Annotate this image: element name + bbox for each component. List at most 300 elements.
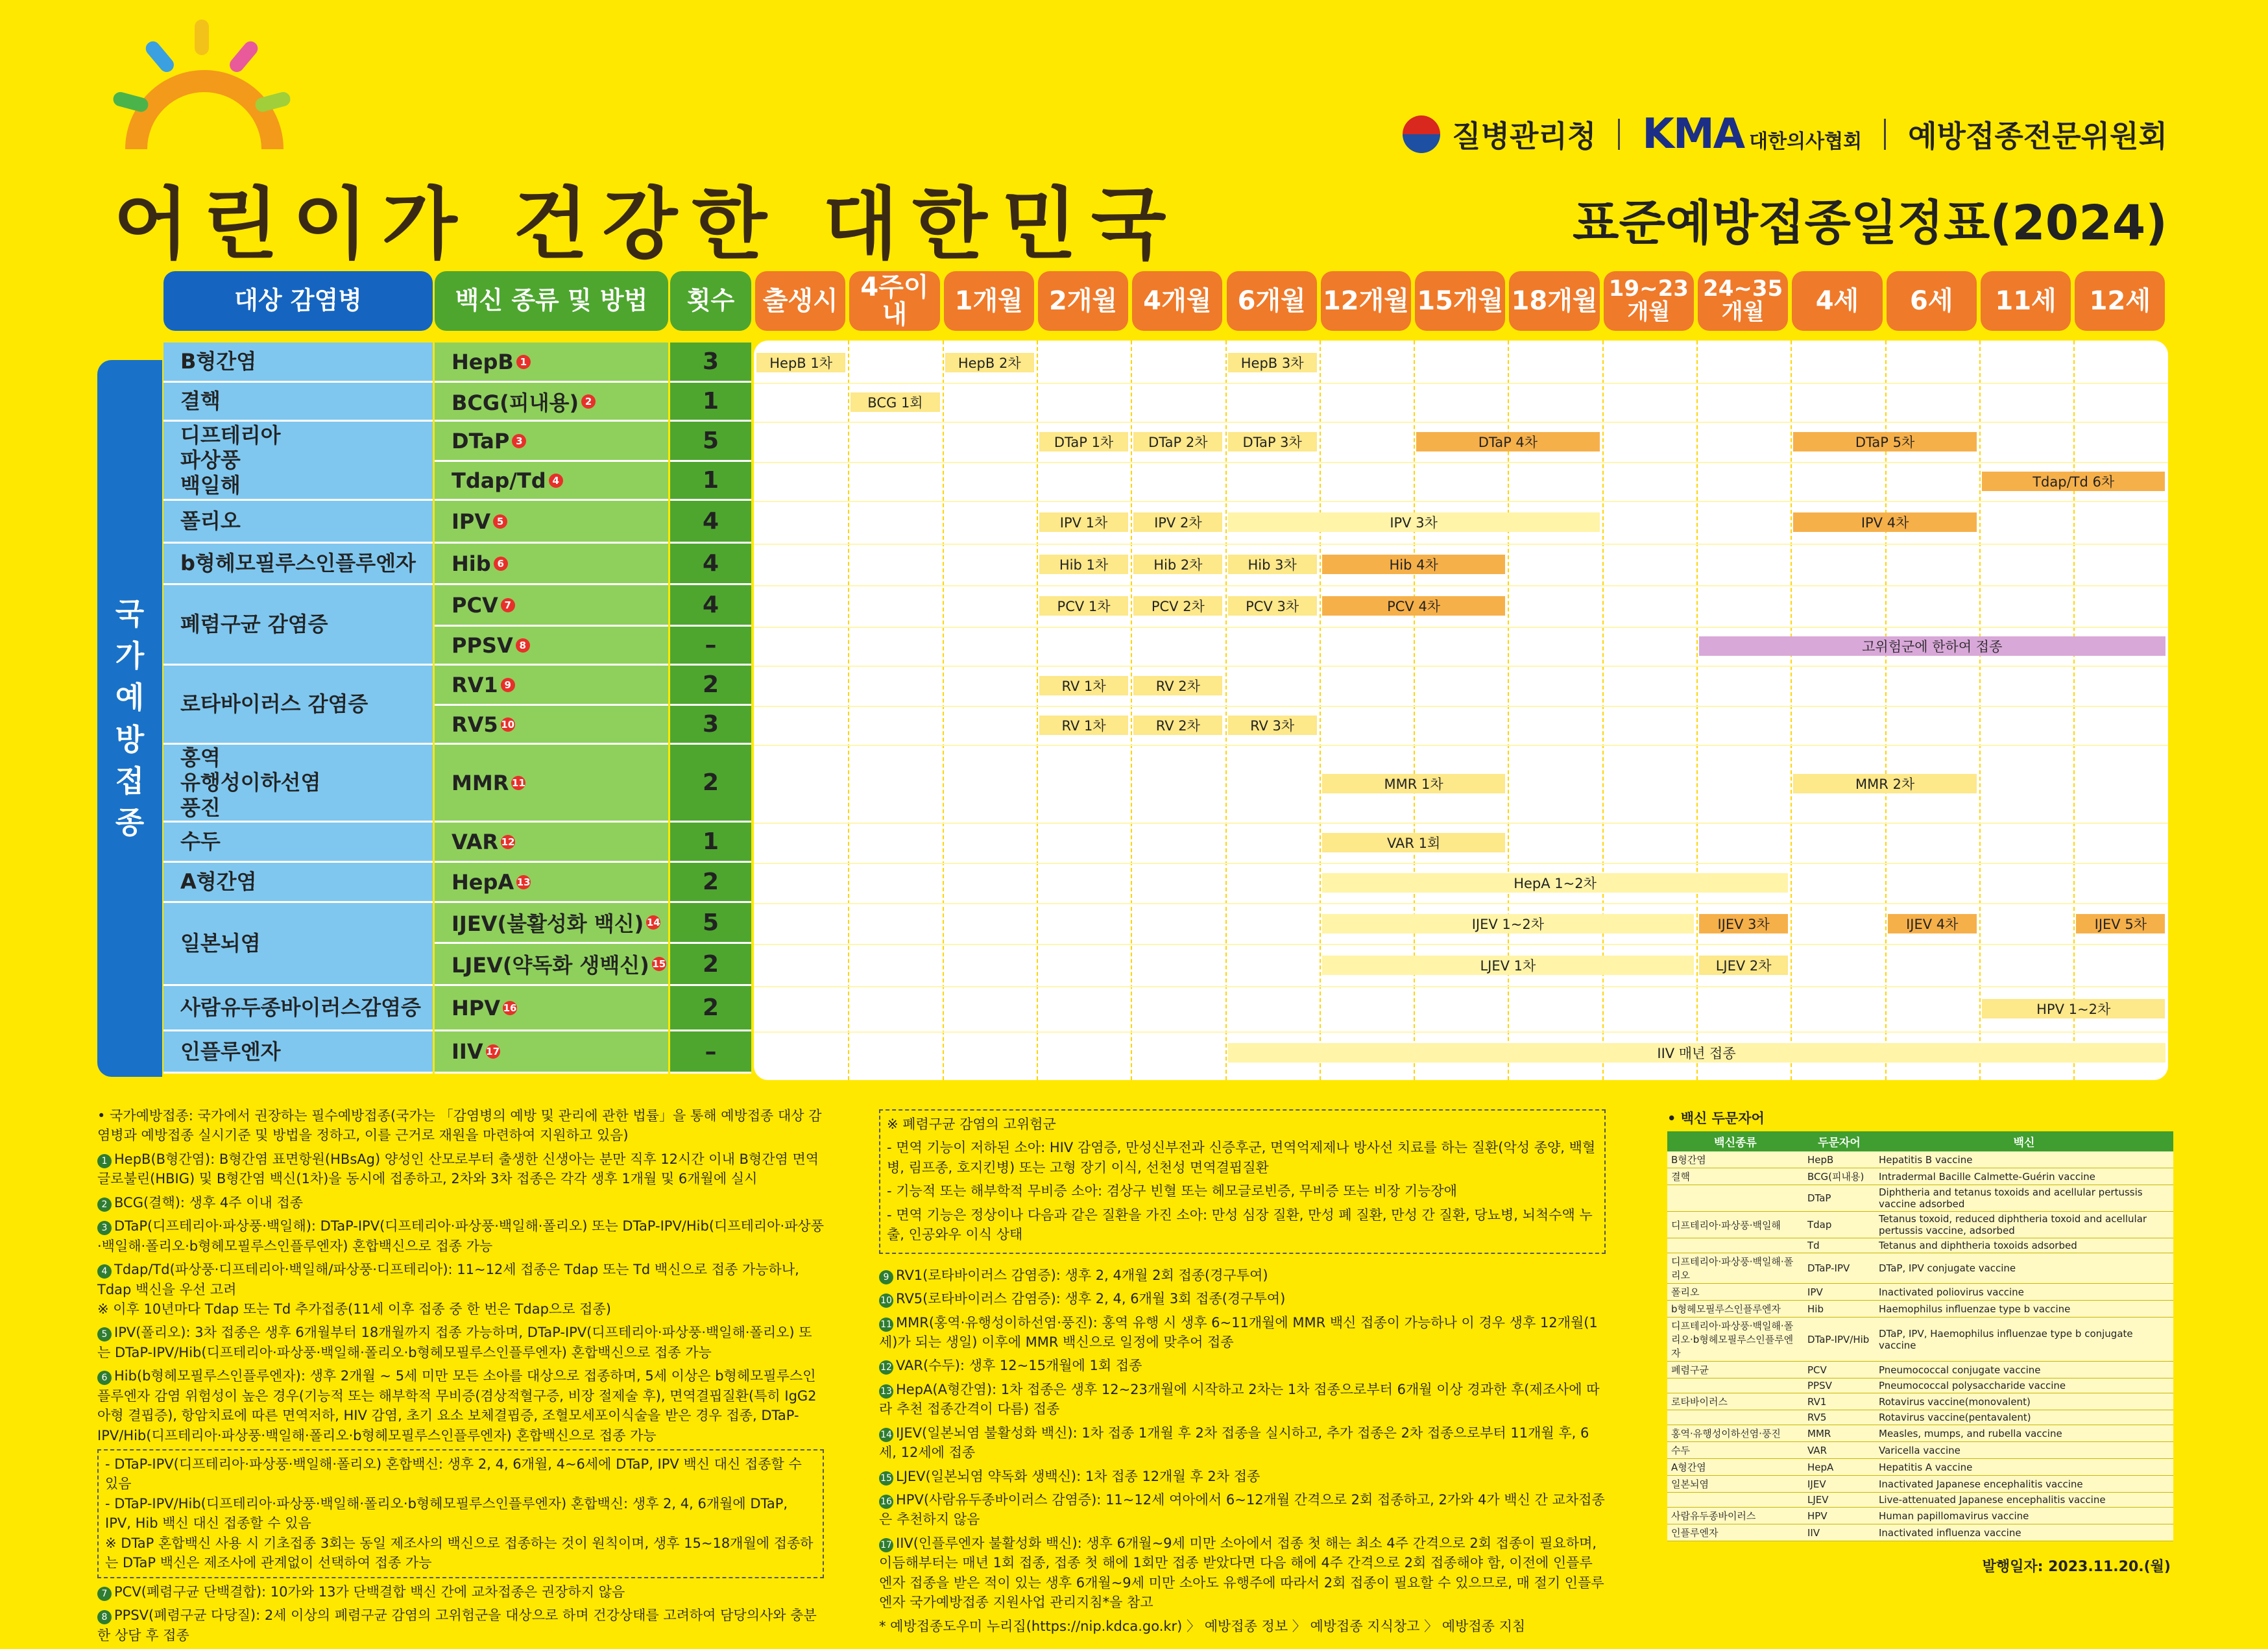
vaccine-name: Tdap/Td — [452, 468, 546, 493]
notes-middle — [879, 1109, 1606, 1640]
schedule-bar: BCG 1회 — [850, 392, 939, 412]
abbr-cell: Human papillomavirus vaccine — [1875, 1508, 2173, 1524]
schedule-bar: PCV 2차 — [1133, 596, 1222, 616]
abbr-row — [1667, 1238, 2173, 1253]
national-label-char: 가 — [115, 638, 145, 673]
issue-date: 발행일자: 2023.11.20.(월) — [1982, 1559, 2171, 1575]
abbr-row — [1667, 1168, 2173, 1185]
grid-column-line — [1131, 341, 1132, 1080]
disease-name: B형간염 — [180, 349, 257, 374]
grid-row-line — [754, 627, 2168, 628]
abbr-header: 두문자어 — [1804, 1131, 1875, 1151]
abbr-cell: LJEV — [1804, 1493, 1875, 1508]
abbr-row — [1667, 1151, 2173, 1168]
notes-middle-list — [879, 1266, 1606, 1636]
footnote-marker: 16 — [503, 1002, 517, 1014]
vaccine-name: RV1 — [452, 672, 498, 697]
note-item — [879, 1380, 1606, 1419]
note-number: 14 — [879, 1428, 893, 1442]
dose-count: 5 — [670, 422, 751, 462]
age-header: 1개월 — [944, 271, 1034, 331]
note-text: - 면역 기능은 정상이나 다음과 같은 질환을 가진 소아: 만성 심장 질환, 만성 폐 질환, 만성 간 질환, 당뇨병, 뇌척수액 누출, 인공와우 이식 상태 — [887, 1207, 1593, 1243]
age-header: 19~23 개월 — [1604, 271, 1694, 331]
footnote-marker: 15 — [652, 958, 666, 970]
vaccine-cell — [435, 1031, 668, 1074]
notes-left — [97, 1106, 824, 1649]
schedule-bar: PCV 3차 — [1228, 596, 1317, 616]
age-header: 12개월 — [1321, 271, 1411, 331]
abbr-cell: B형간염 — [1667, 1151, 1804, 1168]
note-text: PPSV(폐렴구균 다당질): 2세 이상의 폐렴구균 감염의 고위험군을 대상으로 하며 건강상태를 고려하여 담당의사와 충분한 상담 후 접종 — [97, 1607, 817, 1643]
schedule-bar: RV 1차 — [1039, 676, 1128, 695]
abbr-cell: 디프테리아·파상풍·백일해 — [1667, 1212, 1804, 1238]
note-text: DTaP(디프테리아·파상풍·백일해): DTaP-IPV(디프테리아·파상풍·백일해·폴리오) 또는 DTaP-IPV/Hib(디프테리아·파상풍·백일해·폴리오·b형헤모필루스인플루엔자) 혼합백신으로 접종 가능 — [97, 1218, 824, 1254]
age-header: 4세 — [1792, 271, 1882, 331]
note-item — [97, 1216, 824, 1256]
footnote-marker: 8 — [516, 638, 530, 653]
org-logos — [1403, 110, 2167, 158]
abbr-row — [1667, 1410, 2173, 1425]
schedule-bar: HepA 1~2차 — [1322, 873, 1789, 893]
vaccine-abbreviation-table — [1667, 1108, 2173, 1541]
schedule-bar: PCV 4차 — [1322, 596, 1506, 616]
abbr-cell: 홍역·유행성이하선염·풍진 — [1667, 1425, 1804, 1442]
note-item — [97, 1449, 824, 1578]
dose-count: 4 — [670, 501, 751, 544]
disease-name: A형간염 — [180, 869, 257, 895]
note-text: * 예방접종도우미 누리집(https://nip.kdca.go.kr) 〉 예방접종 정보 〉 예방접종 지식창고 〉 예방접종 지침 — [879, 1618, 1526, 1634]
schedule-bar: RV 3차 — [1228, 716, 1317, 735]
disease-cell — [163, 343, 433, 383]
schedule-bar: RV 2차 — [1133, 676, 1222, 695]
schedule-grid — [754, 341, 2168, 1080]
schedule-bar: RV 2차 — [1133, 716, 1222, 735]
national-label-char: 예 — [115, 680, 145, 716]
note-item — [887, 1181, 1598, 1201]
dose-count: 2 — [670, 986, 751, 1031]
note-item — [97, 1106, 824, 1146]
vaccine-name: IPV — [452, 509, 491, 534]
vaccine-cell — [435, 903, 668, 944]
abbr-cell: Varicella vaccine — [1875, 1442, 2173, 1459]
schedule-bar: HepB 1차 — [756, 353, 845, 372]
abbr-row — [1667, 1508, 2173, 1524]
footnote-marker: 5 — [493, 514, 507, 529]
schedule-bar: Hib 3차 — [1228, 555, 1317, 574]
grid-row-line — [754, 823, 2168, 824]
grid-row-line — [754, 544, 2168, 545]
schedule-bar: HPV 1~2차 — [1982, 999, 2165, 1018]
note-item — [97, 1193, 824, 1212]
note-number: 15 — [879, 1471, 893, 1486]
age-header: 출생시 — [755, 271, 845, 331]
abbr-row — [1667, 1378, 2173, 1393]
grid-row-line — [754, 863, 2168, 864]
note-item — [97, 1582, 824, 1602]
note-number: 1 — [97, 1154, 112, 1168]
note-text: IPV(폴리오): 3차 접종은 생후 6개월부터 18개월까지 접종 가능하며, DTaP-IPV(디프테리아·파상풍·백일해·폴리오) 또는 DTaP-IPV/Hib(디프테리아·파상풍·백일해·폴리오·b형헤모필루스인플루엔자) 혼합백신으로 접종 가능 — [97, 1325, 812, 1360]
age-header: 4주이내 — [849, 271, 939, 331]
note-item — [879, 1313, 1606, 1353]
header-vaccine: 백신 종류 및 방법 — [435, 271, 668, 331]
national-label-char: 접 — [115, 763, 145, 799]
vaccine-cell — [435, 745, 668, 823]
dose-count: 1 — [670, 383, 751, 422]
abbr-cell: Rotavirus vaccine(monovalent) — [1875, 1393, 2173, 1410]
schedule-bar: VAR 1회 — [1322, 833, 1506, 852]
abbr-cell: HepA — [1804, 1459, 1875, 1476]
disease-cell — [163, 383, 433, 422]
kma-logo — [1642, 110, 1862, 158]
abbr-cell: PPSV — [1804, 1378, 1875, 1393]
grid-column-line — [1225, 341, 1227, 1080]
grid-column-line — [2073, 341, 2075, 1080]
kma-name: 대한의사협회 — [1749, 130, 1863, 153]
note-text: Tdap/Td(파상풍·디프테리아·백일해/파상풍·디프테리아): 11~12세 접종은 Tdap 또는 Td 백신으로 접종 가능하나, Tdap 백신을 우선 고려 ※ 이후 10년마다 Tdap 또는 Td 추가접종(11세 이후 접종 중 한 번은 Tdap으로 접종) — [97, 1262, 799, 1317]
dose-count: – — [670, 1031, 751, 1074]
schedule-bar: DTaP 1차 — [1039, 432, 1128, 451]
vaccine-cell — [435, 986, 668, 1031]
abbr-cell: Measles, mumps, and rubella vaccine — [1875, 1425, 2173, 1442]
schedule-bar: HepB 3차 — [1228, 353, 1317, 372]
abbr-row — [1667, 1284, 2173, 1301]
abbr-cell: IJEV — [1804, 1476, 1875, 1493]
note-text: - 면역 기능이 저하된 소아: HIV 감염증, 만성신부전과 신증후군, 면역억제제나 방사선 치료를 하는 질환(악성 종양, 백혈병, 림프종, 호지킨병) 또는 고형 장기 이식, 선천성 면역결핍질환 — [887, 1140, 1596, 1175]
abbr-cell: Tetanus toxoid, reduced diphtheria toxoid and acellular pertussis vaccine, adsorbed — [1875, 1212, 2173, 1238]
kdca-name: 질병관리청 — [1452, 119, 1597, 154]
footnote-marker: 2 — [581, 394, 596, 409]
abbr-row — [1667, 1442, 2173, 1459]
disease-cell — [163, 863, 433, 903]
sun-logo-icon — [117, 19, 292, 149]
schedule-bar: RV 1차 — [1039, 716, 1128, 735]
schedule-bar: IJEV 1~2차 — [1322, 914, 1694, 933]
note-text: LJEV(일본뇌염 약독화 생백신): 1차 접종 12개월 후 2차 접종 — [896, 1468, 1261, 1484]
disease-cell — [163, 1031, 433, 1074]
abbr-cell: HPV — [1804, 1508, 1875, 1524]
abbr-cell: DTaP-IPV/Hib — [1804, 1318, 1875, 1362]
vaccine-cell — [435, 585, 668, 627]
dose-count: 2 — [670, 666, 751, 706]
note-text: RV1(로타바이러스 감염증): 생후 2, 4개월 2회 접종(경구투여) — [896, 1267, 1268, 1283]
divider — [1618, 119, 1620, 150]
dose-count: 4 — [670, 585, 751, 627]
disease-name: b형헤모필루스인플루엔자 — [180, 551, 416, 576]
schedule-bar: Hib 1차 — [1039, 555, 1128, 574]
disease-name: 일본뇌염 — [180, 931, 261, 956]
abbr-cell: 일본뇌염 — [1667, 1476, 1804, 1493]
disease-cell — [163, 544, 433, 585]
footnote-marker: 13 — [516, 876, 531, 888]
age-header: 11세 — [1981, 271, 2071, 331]
note-text: HepA(A형간염): 1차 접종은 생후 12~23개월에 시작하고 2차는 1차 접종으로부터 6개월 이상 경과한 후(제조사에 따라 추천 접종간격이 다름) 접종 — [879, 1381, 1600, 1417]
note-item — [879, 1534, 1606, 1613]
schedule-bar: DTaP 3차 — [1228, 432, 1317, 451]
age-header: 4개월 — [1132, 271, 1222, 331]
vaccine-cell — [435, 462, 668, 501]
abbr-cell: b형헤모필루스인플루엔자 — [1667, 1301, 1804, 1318]
note-number: 6 — [97, 1371, 112, 1385]
note-number: 17 — [879, 1538, 893, 1552]
disease-name: 폐렴구균 감염증 — [180, 612, 328, 637]
abbr-row — [1667, 1185, 2173, 1212]
abbr-row — [1667, 1393, 2173, 1410]
note-text: HPV(사람유두종바이러스 감염증): 11~12세 여아에서 6~12개월 간격으로 2회 접종하고, 2가와 4가 백신 간 교차접종은 추천하지 않음 — [879, 1492, 1605, 1528]
schedule-bar: IJEV 4차 — [1888, 914, 1977, 933]
schedule-bar: IJEV 3차 — [1699, 914, 1788, 933]
schedule-bar: DTaP 5차 — [1793, 432, 1977, 451]
note-item — [887, 1205, 1598, 1245]
abbr-cell: Hepatitis B vaccine — [1875, 1151, 2173, 1168]
note-item — [97, 1260, 824, 1319]
footnote-marker: 10 — [501, 718, 515, 730]
footnote-marker: 7 — [501, 598, 515, 612]
dose-count: – — [670, 627, 751, 666]
note-number: 10 — [879, 1294, 893, 1308]
abbr-cell — [1667, 1185, 1804, 1212]
schedule-bar: LJEV 1차 — [1322, 956, 1694, 975]
abbr-row — [1667, 1476, 2173, 1493]
abbr-cell: 인플루엔자 — [1667, 1524, 1804, 1541]
schedule-bar: MMR 1차 — [1322, 774, 1506, 793]
note-item — [879, 1617, 1606, 1636]
abbr-row — [1667, 1253, 2173, 1284]
grid-column-line — [848, 341, 849, 1080]
abbr-cell: Inactivated poliovirus vaccine — [1875, 1284, 2173, 1301]
schedule-bar: LJEV 2차 — [1699, 956, 1788, 975]
schedule-bar: IPV 3차 — [1228, 512, 1600, 532]
abbr-cell: Rotavirus vaccine(pentavalent) — [1875, 1410, 2173, 1425]
abbr-cell: Haemophilus influenzae type b vaccine — [1875, 1301, 2173, 1318]
note-item — [97, 1606, 824, 1645]
abbr-row — [1667, 1459, 2173, 1476]
vaccine-cell — [435, 383, 668, 422]
schedule-bar: MMR 2차 — [1793, 774, 1977, 793]
disease-name: 결핵 — [180, 389, 221, 414]
note-text: RV5(로타바이러스 감염증): 생후 2, 4, 6개월 3회 접종(경구투여) — [896, 1291, 1286, 1307]
divider — [1884, 119, 1886, 150]
schedule-bar: IPV 1차 — [1039, 512, 1128, 532]
note-number: 2 — [97, 1198, 112, 1212]
abbr-cell: DTaP — [1804, 1185, 1875, 1212]
note-number: 11 — [879, 1318, 893, 1332]
vaccine-cell — [435, 501, 668, 544]
grid-column-line — [1979, 341, 1981, 1080]
note-text: VAR(수두): 생후 12~15개월에 1회 접종 — [896, 1358, 1142, 1374]
footnote-marker: 3 — [512, 434, 526, 448]
abbr-row — [1667, 1524, 2173, 1541]
vaccine-cell — [435, 706, 668, 745]
footnote-marker: 11 — [511, 776, 525, 789]
grid-column-line — [1320, 341, 1321, 1080]
dose-count: 3 — [670, 706, 751, 745]
vaccine-cell — [435, 863, 668, 903]
grid-row-line — [754, 706, 2168, 707]
dose-count: 4 — [670, 544, 751, 585]
abbr-cell: IIV — [1804, 1524, 1875, 1541]
schedule-bar: HepB 2차 — [945, 353, 1034, 372]
abbr-row — [1667, 1301, 2173, 1318]
national-label-char: 국 — [115, 596, 145, 632]
abbr-cell: IPV — [1804, 1284, 1875, 1301]
grid-row-line — [754, 501, 2168, 502]
grid-row-line — [754, 666, 2168, 667]
vaccine-name: BCG(피내용) — [452, 390, 579, 415]
abbr-cell: 폴리오 — [1667, 1284, 1804, 1301]
abbr-cell: DTaP-IPV — [1804, 1253, 1875, 1284]
abbr-header: 백신 — [1875, 1131, 2173, 1151]
abbr-cell — [1667, 1238, 1804, 1253]
schedule-bar: 고위험군에 한하여 접종 — [1699, 636, 2165, 656]
footnote-marker: 12 — [501, 836, 515, 848]
abbr-cell: Td — [1804, 1238, 1875, 1253]
note-item — [879, 1490, 1606, 1530]
disease-name: 폴리오 — [180, 509, 241, 534]
abbr-row — [1667, 1425, 2173, 1442]
abbr-cell — [1667, 1493, 1804, 1508]
kma-mark: KMA — [1642, 110, 1744, 158]
dose-count: 1 — [670, 823, 751, 863]
vaccine-name: MMR — [452, 770, 509, 795]
vaccine-name: PCV — [452, 592, 498, 618]
abbr-cell: 디프테리아·파상풍·백일해·폴리오 — [1667, 1253, 1804, 1284]
footnote-marker: 14 — [646, 917, 660, 928]
disease-name: 홍역 유행성이하선염 풍진 — [180, 745, 321, 820]
disease-name: 인플루엔자 — [180, 1039, 281, 1064]
header-count: 횟수 — [670, 271, 751, 331]
abbr-cell: Tdap — [1804, 1212, 1875, 1238]
footnote-marker: 1 — [516, 355, 531, 369]
abbr-cell: PCV — [1804, 1362, 1875, 1378]
note-item — [879, 1467, 1606, 1486]
vaccine-name: HepB — [452, 349, 514, 374]
grid-row-line — [754, 383, 2168, 384]
age-header: 2개월 — [1038, 271, 1128, 331]
national-label-char: 방 — [115, 721, 145, 757]
abbr-cell: DTaP, IPV conjugate vaccine — [1875, 1253, 2173, 1284]
vaccine-name: Hib — [452, 551, 491, 576]
grid-row-line — [754, 1031, 2168, 1033]
grid-row-line — [754, 903, 2168, 904]
note-item — [97, 1366, 824, 1445]
footnote-marker: 6 — [494, 557, 508, 571]
dose-count: 2 — [670, 745, 751, 823]
schedule-bar: Hib 4차 — [1322, 555, 1506, 574]
abbr-cell: 결핵 — [1667, 1168, 1804, 1185]
schedule-bar: Tdap/Td 6차 — [1982, 472, 2165, 491]
schedule-bar: DTaP 4차 — [1416, 432, 1600, 451]
abbr-row — [1667, 1493, 2173, 1508]
disease-cell — [163, 501, 433, 544]
schedule-bar: IIV 매년 접종 — [1228, 1043, 2165, 1063]
schedule-title: 표준예방접종일정표(2024) — [1573, 195, 2167, 251]
note-number: 3 — [97, 1221, 112, 1235]
vaccine-name: HepA — [452, 869, 514, 895]
header-disease: 대상 감염병 — [163, 271, 433, 331]
pcv-risk-box — [879, 1109, 1606, 1254]
page-title: 어린이가 건강한 대한민국 — [114, 178, 1181, 270]
note-text: ※ 폐렴구균 감염의 고위험군 — [887, 1116, 1056, 1132]
abbr-row — [1667, 1318, 2173, 1362]
kdca-logo — [1403, 113, 1596, 156]
age-header: 12세 — [2075, 271, 2165, 331]
national-vaccination-label — [97, 360, 162, 1077]
note-item — [97, 1149, 824, 1189]
note-number: 8 — [97, 1610, 112, 1624]
grid-row-line — [754, 745, 2168, 746]
vaccine-name: LJEV(약독화 생백신) — [452, 953, 649, 978]
footnote-marker: 9 — [501, 678, 515, 692]
disease-name: 로타바이러스 감염증 — [180, 692, 368, 717]
vaccine-cell — [435, 823, 668, 863]
note-text: HepB(B형간염): B형간염 표면항원(HBsAg) 양성인 산모로부터 출생한 신생아는 분만 직후 12시간 이내 B형간염 면역글로불린(HBIG) 및 B형간염 백신(1차)을 동시에 접종하고, 2차와 3차 접종은 각각 생후 1개월 및 6개월에 실시 — [97, 1151, 819, 1187]
grid-column-line — [1696, 341, 1698, 1080]
note-number: 13 — [879, 1384, 893, 1399]
vaccine-cell — [435, 944, 668, 986]
abbr-row — [1667, 1362, 2173, 1378]
vaccine-name: PPSV — [452, 632, 513, 658]
abbr-cell: MMR — [1804, 1425, 1875, 1442]
taegeuk-icon — [1403, 115, 1440, 153]
abbr-cell: RV1 — [1804, 1393, 1875, 1410]
abbr-cell: VAR — [1804, 1442, 1875, 1459]
dose-count: 2 — [670, 863, 751, 903]
schedule-bar: IPV 2차 — [1133, 512, 1222, 532]
vaccine-name: IIV — [452, 1039, 483, 1064]
vaccine-name: HPV — [452, 995, 500, 1020]
vaccine-cell — [435, 343, 668, 383]
dose-count: 2 — [670, 944, 751, 986]
dose-count: 3 — [670, 343, 751, 383]
note-number: 7 — [97, 1587, 112, 1601]
note-item — [887, 1114, 1598, 1134]
abbr-cell: Inactivated influenza vaccine — [1875, 1524, 2173, 1541]
disease-cell — [163, 585, 433, 666]
note-item — [887, 1138, 1598, 1177]
grid-row-line — [754, 462, 2168, 463]
abbr-cell: Live-attenuated Japanese encephalitis vaccine — [1875, 1493, 2173, 1508]
abbr-cell: Diphtheria and tetanus toxoids and acellular pertussis vaccine adsorbed — [1875, 1185, 2173, 1212]
age-header: 18개월 — [1509, 271, 1599, 331]
schedule-bar: IJEV 5차 — [2076, 914, 2165, 933]
abbr-cell: 디프테리아·파상풍·백일해·폴리오·b형헤모필루스인플루엔자 — [1667, 1318, 1804, 1362]
vaccine-name: RV5 — [452, 712, 498, 737]
disease-cell — [163, 666, 433, 745]
abbr-cell: 수두 — [1667, 1442, 1804, 1459]
note-text: IIV(인플루엔자 불활성화 백신): 생후 6개월~9세 미만 소아에서 접종 첫 해는 최소 4주 간격으로 2회 접종이 필요하며, 이듬해부터는 매년 1회 접종, 접종 첫 해에 1회만 접종 받았다면 다음 해에 4주 간격으로 2회 접종해야 함, 이전에 인플루엔자 접종을 받은 적이 있는 생후 6개월~9세 미만 소아도 유행주에 따라서 2회 접종이 필요할 수 있으므로, 매 절기 인플루엔자 국가예방접종 지원사업 관리지침*을 참고 — [879, 1535, 1604, 1611]
grid-column-line — [1037, 341, 1038, 1080]
abbr-cell: 사람유두종바이러스 — [1667, 1508, 1804, 1524]
note-item — [879, 1423, 1606, 1463]
dose-count: 1 — [670, 462, 751, 501]
abbr-cell: 로타바이러스 — [1667, 1393, 1804, 1410]
grid-row-line — [754, 422, 2168, 423]
note-item — [97, 1323, 824, 1362]
vaccine-cell — [435, 627, 668, 666]
abbr-title: • 백신 두문자어 — [1667, 1111, 1765, 1126]
vaccine-cell — [435, 422, 668, 462]
note-number: 12 — [879, 1360, 893, 1375]
note-item — [879, 1289, 1606, 1308]
dose-count: 5 — [670, 903, 751, 944]
grid-column-line — [943, 341, 944, 1080]
abbr-cell: Tetanus and diphtheria toxoids adsorbed — [1875, 1238, 2173, 1253]
disease-name: 디프테리아 파상풍 백일해 — [180, 422, 281, 498]
note-number: 16 — [879, 1495, 893, 1509]
abbr-header: 백신종류 — [1667, 1131, 1804, 1151]
age-header: 24~35 개월 — [1698, 271, 1788, 331]
abbr-cell: Pneumococcal polysaccharide vaccine — [1875, 1378, 2173, 1393]
